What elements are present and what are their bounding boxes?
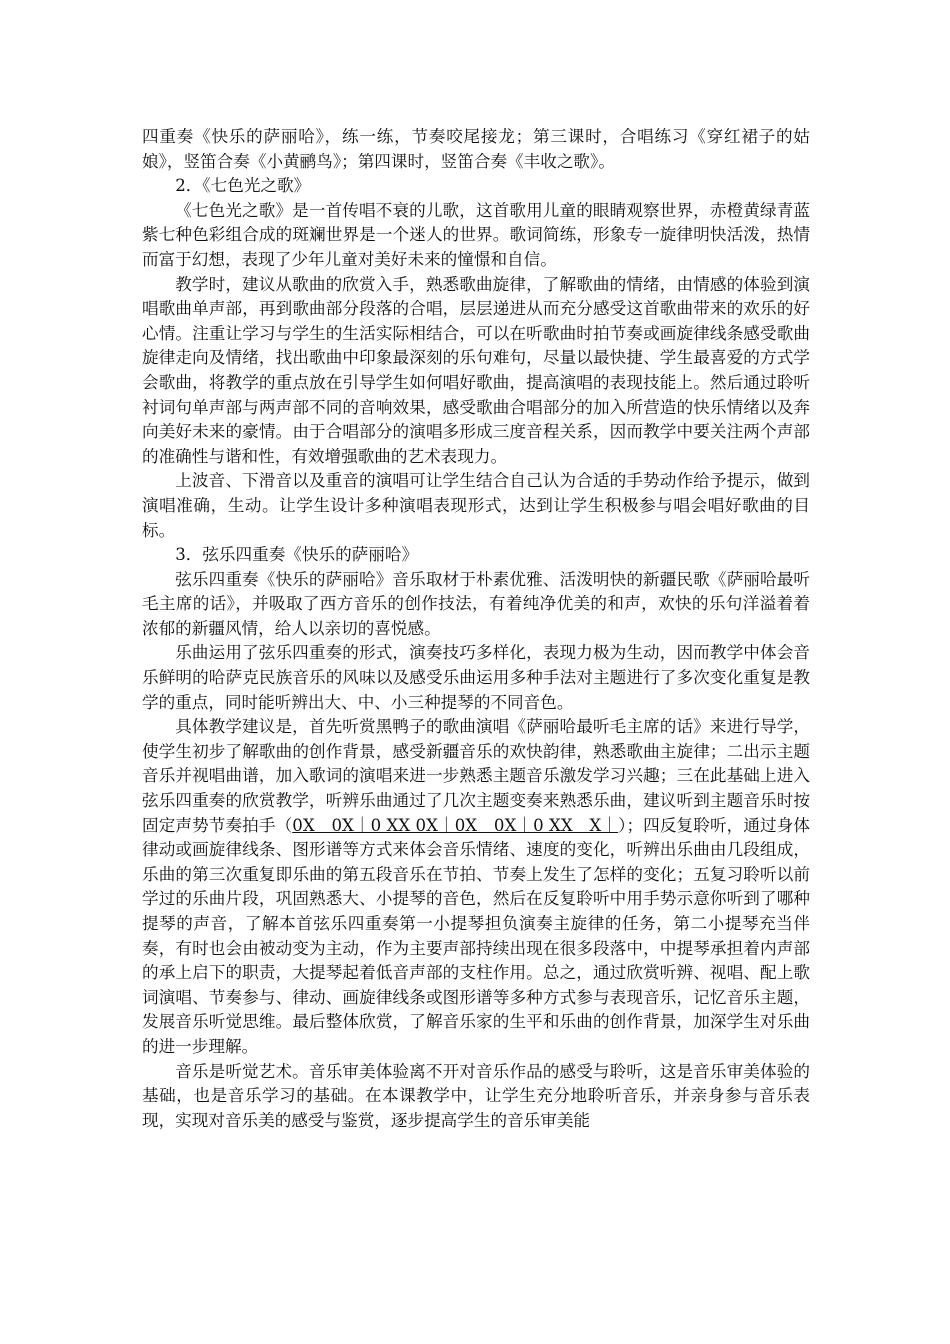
paragraph: 《七色光之歌》是一首传唱不衰的儿歌，这首歌用儿童的眼睛观察世界，赤橙黄绿青蓝紫七种色彩组合成的斑斓世界是一个迷人的世界。歌词简练，形象专一旋律明快活泼，热情而富于幻想，表现了少年儿童对美好未来的憧憬和自信。 — [142, 200, 810, 269]
paragraph: 音乐是听觉艺术。音乐审美体验离不开对音乐作品的感受与聆听，这是音乐审美体验的基础，也是音乐学习的基础。在本课教学中，让学生充分地聆听音乐，并亲身参与音乐表现，实现对音乐美的感受与鉴赏，逐步提高学生的音乐审美能 — [142, 1061, 810, 1130]
rhythm-notation: 0X 0X｜0 XX 0X｜0X 0X｜0 XX X｜ — [292, 815, 619, 835]
paragraph-text: 具体教学建议是，首先听赏黑鸭子的歌曲演唱《萨丽哈最听毛主席的话》来进行导学，使学生初步了解歌曲的创作背景，感受新疆音乐的欢快韵律，熟悉歌曲主旋律；二出示主题音乐并视唱曲谱，加入歌词的演唱来进一步熟悉主题音乐激发学习兴趣；三在此基础上进入弦乐四重奏的欣赏教学，听辨乐曲通过了几次主题变奏来熟悉乐曲，建议听到主题音乐时按固定声势节奏拍手（ — [142, 717, 810, 835]
paragraph-continuation: 四重奏《快乐的萨丽哈》，练一练，节奏咬尾接龙；第三课时，合唱练习《穿红裙子的姑娘》，竖笛合奏《小黄鹂鸟》；第四课时，竖笛合奏《丰收之歌》。 — [142, 127, 810, 171]
paragraph: 乐曲运用了弦乐四重奏的形式，演奏技巧多样化，表现力极为生动，因而教学中体会音乐鲜明的哈萨克民族音乐的风味以及感受乐曲运用多种手法对主题进行了多次变化重复是教学的重点，同时能听辨出大、中、小三种提琴的不同音色。 — [142, 643, 810, 712]
section-heading-2: 2．《七色光之歌》 — [175, 176, 311, 196]
paragraph: 教学时，建议从歌曲的欣赏入手，熟悉歌曲旋律，了解歌曲的情绪，由情感的体验到演唱歌曲单声部，再到歌曲部分段落的合唱，层层递进从而充分感受这首歌曲带来的欢乐的好心情。注重让学习与学生的生活实际相结合，可以在听歌曲时拍节奏或画旋律线条感受歌曲旋律走向及情绪，找出歌曲中印象最深刻的乐句难句，尽量以最快捷、学生最喜爱的方式学会歌曲，将教学的重点放在引导学生如何唱好歌曲，提高演唱的表现技能上。然后通过聆听衬词句单声部与两声部不同的音响效果，感受歌曲合唱部分的加入所营造的快乐情绪以及奔向美好未来的豪情。由于合唱部分的演唱多形成三度音程关系，因而教学中要关注两个声部的准确性与谐和性，有效增强歌曲的艺术表现力。 — [142, 274, 810, 466]
paragraph-teaching-suggestions — [142, 715, 810, 1059]
paragraph-text: ）；四反复聆听，通过身体律动或画旋律线条、图形谱等方式来体会音乐情绪、速度的变化，听辨出乐曲由几段组成，乐曲的第三次重复即乐曲的第五段音乐在节拍、节奏上发生了怎样的变化；五复习聆听以前学过的乐曲片段，巩固熟悉大、小提琴的音色，然后在反复聆听中用手势示意你听到了哪种提琴的声音，了解本首弦乐四重奏第一小提琴担负演奏主旋律的任务，第二小提琴充当伴奏，有时也会由被动变为主动，作为主要声部持续出现在很多段落中，中提琴承担着内声部的承上启下的职责，大提琴起着低音声部的支柱作用。总之，通过欣赏听辨、视唱、配上歌词演唱、节奏参与、律动、画旋律线条或图形谱等多种方式参与表现音乐，记忆音乐主题，发展音乐听觉思维。最后整体欣赏，了解音乐家的生平和乐曲的创作背景，加深学生对乐曲的进一步理解。 — [142, 815, 811, 1056]
section-heading-3: 3．弦乐四重奏《快乐的萨丽哈》 — [175, 545, 419, 565]
document-body — [142, 125, 810, 1133]
paragraph: 弦乐四重奏《快乐的萨丽哈》音乐取材于朴素优雅、活泼明快的新疆民歌《萨丽哈最听毛主席的话》，并吸取了西方音乐的创作技法，有着纯净优美的和声，欢快的乐句洋溢着着浓郁的新疆风情，给人以亲切的喜悦感。 — [142, 569, 810, 638]
paragraph: 上波音、下滑音以及重音的演唱可让学生结合自己认为合适的手势动作给予提示，做到演唱准确，生动。让学生设计多种演唱表现形式，达到让学生积极参与唱会唱好歌曲的目标。 — [142, 471, 810, 540]
